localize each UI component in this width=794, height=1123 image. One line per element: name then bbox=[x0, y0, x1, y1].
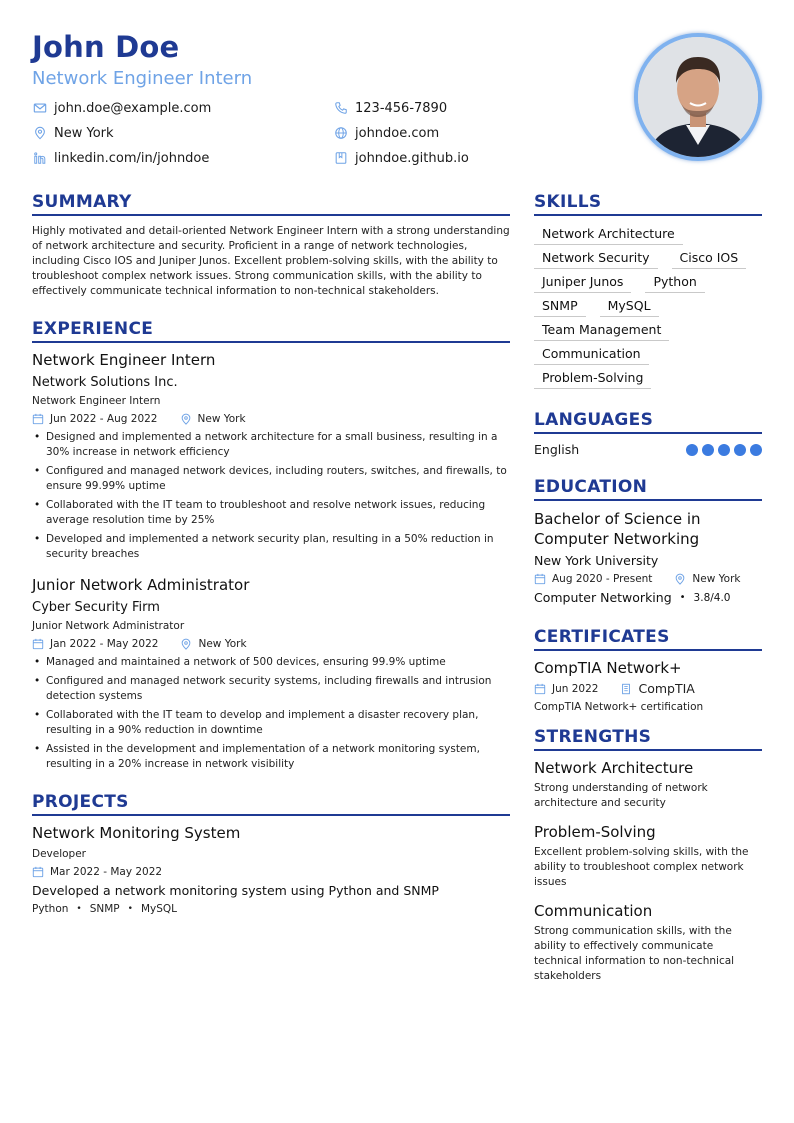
language-row bbox=[534, 442, 762, 457]
skill-tag: MySQL bbox=[600, 296, 659, 317]
list-item: • Designed and implemented a network architecture for a small business, resulting in a 30% increase in network efficiency bbox=[32, 430, 510, 460]
skill-tag: Problem-Solving bbox=[534, 368, 651, 389]
job-location: New York bbox=[197, 413, 246, 425]
strength-text: Excellent problem-solving skills, with the ability to troubleshoot complex network issues bbox=[534, 846, 749, 888]
contact-website[interactable] bbox=[333, 125, 439, 141]
languages-heading: LANGUAGES bbox=[534, 410, 762, 434]
projects-heading: PROJECTS bbox=[32, 792, 510, 816]
strength-text: Strong communication skills, with the ability to effectively communicate technical information to non-technical stakeholders bbox=[534, 925, 735, 982]
project-meta bbox=[32, 865, 510, 879]
level-dot bbox=[750, 444, 762, 456]
summary-heading: SUMMARY bbox=[32, 192, 510, 216]
map-pin-icon bbox=[674, 572, 688, 586]
strength-item bbox=[534, 759, 762, 811]
separator-dot: • bbox=[76, 904, 82, 914]
certificate-description: CompTIA Network+ certification bbox=[534, 701, 704, 713]
experience-item bbox=[32, 576, 510, 772]
gpa: 3.8/4.0 bbox=[693, 591, 731, 604]
separator-dot: • bbox=[127, 904, 133, 914]
github-text: johndoe.github.io bbox=[355, 150, 469, 166]
skill-tag: Communication bbox=[534, 344, 649, 365]
project-role: Developer bbox=[32, 848, 87, 860]
summary-section bbox=[32, 192, 510, 299]
keyword: MySQL bbox=[140, 903, 178, 915]
experience-section bbox=[32, 319, 510, 772]
project-name: Network Monitoring System bbox=[32, 824, 241, 842]
job-meta bbox=[32, 412, 510, 426]
languages-section bbox=[534, 410, 762, 457]
right-column bbox=[534, 192, 762, 992]
strengths-section bbox=[534, 727, 762, 984]
globe-icon bbox=[333, 125, 349, 141]
strength-name: Network Architecture bbox=[534, 759, 694, 777]
certificates-heading: CERTIFICATES bbox=[534, 627, 762, 651]
skill-tag: Juniper Junos bbox=[534, 272, 631, 293]
list-item: • Configured and managed network security systems, including firewalls and intrusion detection systems bbox=[32, 674, 510, 704]
company-name: Network Solutions Inc. bbox=[32, 375, 178, 390]
candidate-role: Network Engineer Intern bbox=[32, 68, 253, 89]
map-pin-icon bbox=[180, 637, 194, 651]
job-dates: Jun 2022 - Aug 2022 bbox=[50, 413, 158, 425]
linkedin-icon bbox=[32, 150, 48, 166]
phone-icon bbox=[333, 100, 349, 116]
language-name: English bbox=[534, 442, 580, 457]
candidate-name: John Doe bbox=[32, 30, 180, 64]
linkedin-text: linkedin.com/in/johndoe bbox=[54, 150, 210, 166]
contact-location bbox=[32, 125, 114, 141]
calendar-icon bbox=[32, 637, 46, 651]
strengths-heading: STRENGTHS bbox=[534, 727, 762, 751]
experience-heading: EXPERIENCE bbox=[32, 319, 510, 343]
envelope-icon bbox=[32, 100, 48, 116]
summary-text: Highly motivated and detail-oriented Network Engineer Intern with a strong understanding of network architecture and security. Proficient in a range of network technologies, including Cisco IOS and Juniper Junos. Excellent problem-solving skills, with the ability to troubleshoot complex network issues. Strong communication skills, with the ability to effectively communicate technical information to non-technical stakeholders. bbox=[32, 225, 510, 297]
projects-section bbox=[32, 792, 510, 915]
language-level bbox=[682, 444, 762, 456]
keyword: SNMP bbox=[89, 903, 120, 915]
contact-github[interactable] bbox=[333, 150, 469, 166]
skills-list bbox=[534, 224, 762, 392]
contact-phone[interactable] bbox=[333, 100, 447, 116]
email-text: john.doe@example.com bbox=[54, 100, 212, 116]
job-location: New York bbox=[198, 638, 247, 650]
left-column bbox=[32, 192, 510, 915]
project-item bbox=[32, 824, 510, 915]
job-highlights bbox=[32, 655, 510, 772]
strength-name: Communication bbox=[534, 902, 653, 920]
building-icon bbox=[620, 682, 634, 696]
job-highlights bbox=[32, 430, 510, 562]
contact-email[interactable] bbox=[32, 100, 211, 116]
skills-heading: SKILLS bbox=[534, 192, 762, 216]
job-title: Junior Network Administrator bbox=[32, 576, 250, 594]
project-keywords bbox=[32, 903, 510, 915]
strength-text: Strong understanding of network architecture and security bbox=[534, 782, 708, 809]
project-dates: Mar 2022 - May 2022 bbox=[50, 866, 163, 878]
skill-tag: Team Management bbox=[534, 320, 669, 341]
list-item: • Collaborated with the IT team to troubleshoot and resolve network issues, reducing average resolution time by 25% bbox=[32, 498, 510, 528]
education-dates: Aug 2020 - Present bbox=[552, 573, 653, 585]
education-location: New York bbox=[692, 573, 741, 585]
keyword: Python bbox=[32, 903, 69, 915]
company-name: Cyber Security Firm bbox=[32, 600, 160, 615]
phone-text: 123-456-7890 bbox=[355, 100, 448, 116]
education-meta bbox=[534, 572, 762, 586]
skill-tag: Network Security bbox=[534, 248, 658, 269]
level-dot bbox=[734, 444, 746, 456]
education-section bbox=[534, 477, 762, 605]
level-dot bbox=[686, 444, 698, 456]
list-item: • Assisted in the development and implementation of a network monitoring system, resulting in a 20% increase in network visibility bbox=[32, 742, 510, 772]
bookmark-icon bbox=[333, 150, 349, 166]
experience-item bbox=[32, 351, 510, 562]
list-item: • Configured and managed network devices, including routers, switches, and firewalls, to ensure 99.99% uptime bbox=[32, 464, 510, 494]
list-item: • Collaborated with the IT team to develop and implement a disaster recovery plan, resulting in a 90% reduction in downtime bbox=[32, 708, 510, 738]
level-dot bbox=[702, 444, 714, 456]
degree-title: Bachelor of Science in Computer Networking bbox=[534, 510, 701, 548]
certificate-name: CompTIA Network+ bbox=[534, 659, 682, 677]
skills-section bbox=[534, 192, 762, 392]
strength-name: Problem-Solving bbox=[534, 823, 656, 841]
calendar-icon bbox=[534, 572, 548, 586]
certificate-issuer: CompTIA bbox=[638, 681, 695, 696]
job-subtitle: Network Engineer Intern bbox=[32, 395, 161, 407]
certificate-meta bbox=[534, 681, 762, 696]
separator-dot: • bbox=[679, 592, 686, 603]
job-subtitle: Junior Network Administrator bbox=[32, 620, 185, 632]
job-title: Network Engineer Intern bbox=[32, 351, 216, 369]
map-pin-icon bbox=[180, 412, 194, 426]
project-description: Developed a network monitoring system using Python and SNMP bbox=[32, 883, 439, 898]
certificate-date: Jun 2022 bbox=[552, 682, 599, 695]
skill-tag: Python bbox=[645, 272, 704, 293]
profile-photo bbox=[634, 33, 762, 161]
level-dot bbox=[718, 444, 730, 456]
skill-tag: SNMP bbox=[534, 296, 586, 317]
skill-tag: Cisco IOS bbox=[672, 248, 747, 269]
study-area-row bbox=[534, 590, 762, 605]
calendar-icon bbox=[534, 682, 548, 696]
calendar-icon bbox=[32, 412, 46, 426]
job-meta bbox=[32, 637, 510, 651]
list-item: • Managed and maintained a network of 500 devices, ensuring 99.9% uptime bbox=[32, 655, 510, 670]
location-text: New York bbox=[54, 125, 114, 141]
website-text: johndoe.com bbox=[355, 125, 440, 141]
calendar-icon bbox=[32, 865, 46, 879]
contact-linkedin[interactable] bbox=[32, 150, 209, 166]
certificates-section bbox=[534, 627, 762, 715]
skill-tag: Network Architecture bbox=[534, 224, 683, 245]
study-area: Computer Networking bbox=[534, 590, 672, 605]
strength-item bbox=[534, 902, 762, 984]
school-name: New York University bbox=[534, 553, 659, 568]
map-pin-icon bbox=[32, 125, 48, 141]
list-item: • Developed and implemented a network security plan, resulting in a 50% reduction in security breaches bbox=[32, 532, 510, 562]
education-heading: EDUCATION bbox=[534, 477, 762, 501]
strength-item bbox=[534, 823, 762, 890]
job-dates: Jan 2022 - May 2022 bbox=[50, 638, 159, 650]
